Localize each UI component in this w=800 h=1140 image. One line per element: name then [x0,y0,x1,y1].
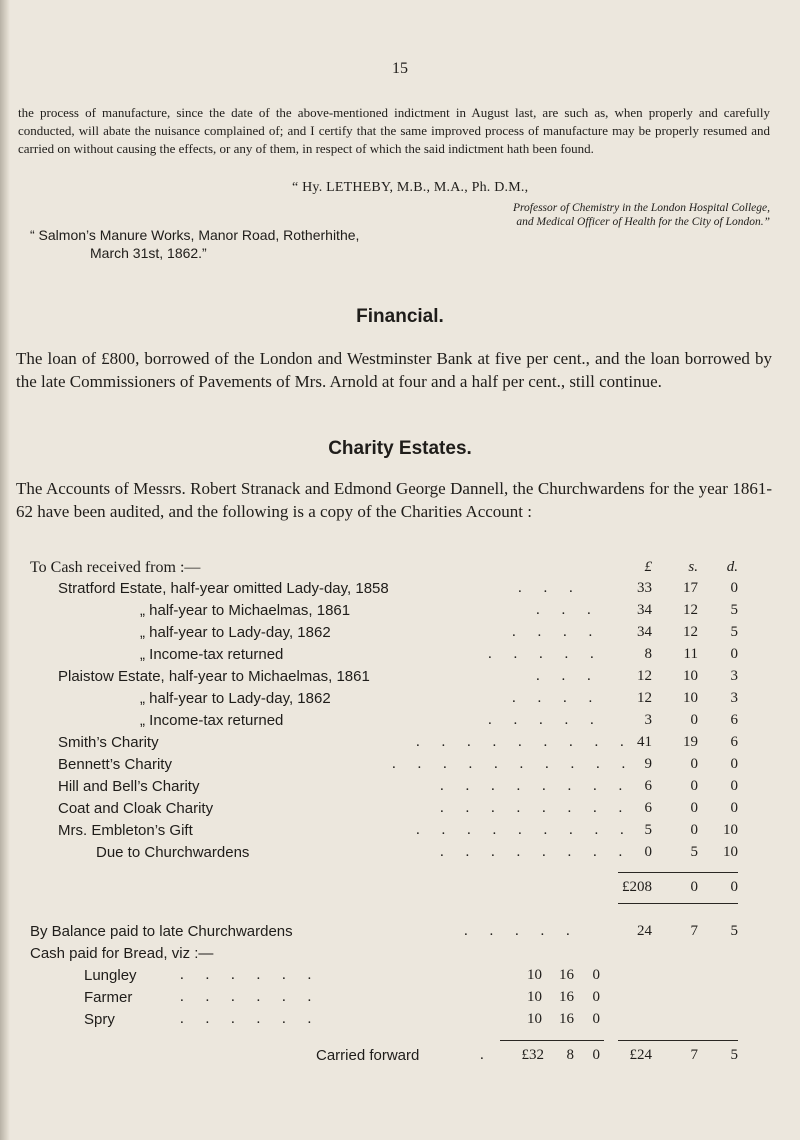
signature-title-line1: Professor of Chemistry in the London Hospital College, [512,202,770,214]
table-row [0,734,800,756]
pounds-value: 24 [637,923,652,939]
row-label: Hill and Bell’s Charity [58,778,200,795]
total-rule-top [618,872,738,873]
shillings-value: 7 [690,923,698,939]
carried-forward-row [0,1047,800,1069]
inner-shillings-value: 8 [566,1047,574,1063]
pounds-value: £24 [629,1047,652,1063]
col-header-pounds: £ [644,559,652,575]
pence-value: 6 [730,734,738,750]
leader-dots: . . . . . . . . [440,844,632,860]
bread-label-row [0,945,800,967]
pence-value: 5 [730,1047,738,1063]
row-label: Lungley [84,967,137,984]
page-number: 15 [392,60,408,77]
leader-dots: . . . . . . . . . [416,822,633,838]
charity-heading: Charity Estates. [328,438,472,459]
leader-dots: . . . [518,580,582,596]
table-row [0,756,800,778]
leader-dots: . . . [536,668,600,684]
shillings-value: 12 [683,602,698,618]
shillings-value: 10 [683,690,698,706]
account-header-label: To Cash received from :— [30,559,201,576]
receipts-total-row [0,879,800,901]
leader-dots: . . . . [512,690,602,706]
pence-value: 0 [730,800,738,816]
pounds-value: 9 [644,756,652,772]
inner-shillings-value: 16 [559,1011,574,1027]
inner-pence-value: 0 [592,1047,600,1063]
table-row [0,624,800,646]
shillings-value: 7 [690,1047,698,1063]
total-rule-bottom [618,903,738,904]
pounds-value: 12 [637,668,652,684]
row-label: Coat and Cloak Charity [58,800,214,817]
row-label: Spry [84,1011,115,1028]
row-label: „ Income-tax returned [140,646,284,663]
inner-pounds-value: 10 [527,1011,542,1027]
leader-dots: . . . . . . . . [440,800,632,816]
financial-paragraph: The loan of £800, borrowed of the London and Westminster Bank at five per cent., and the loan borrowed by the late Commissioners of Pavements of Mrs. Arnold at four and a half per cent., still continue. [16,349,772,391]
pence-value: 0 [730,646,738,662]
leader-dots: . . . . . . [180,989,321,1005]
row-label: By Balance paid to late Churchwardens [30,923,293,940]
pounds-value: 3 [644,712,652,728]
shillings-value: 17 [683,580,698,596]
pounds-value: 34 [637,624,652,640]
pounds-value: 12 [637,690,652,706]
table-row [0,778,800,800]
pence-value: 10 [723,844,738,860]
pounds-value: 5 [644,822,652,838]
row-label: „ half-year to Lady-day, 1862 [140,624,331,641]
shillings-value: 0 [690,822,698,838]
shillings-value: 0 [690,756,698,772]
inner-pounds-value: 10 [527,967,542,983]
table-row [0,668,800,690]
leader-dots: . . . [536,602,600,618]
leader-dots: . . . . . . [180,1011,321,1027]
shillings-value: 5 [690,844,698,860]
outer-rule [618,1040,738,1041]
table-row [0,580,800,602]
shillings-value: 0 [690,778,698,794]
signature-place-line1: “ Salmon’s Manure Works, Manor Road, Rotherhithe, [30,227,360,243]
inner-pence-value: 0 [592,967,600,983]
pence-value: 5 [730,602,738,618]
table-row [0,646,800,668]
pounds-value: 34 [637,602,652,618]
table-row [0,923,800,945]
row-label: Smith’s Charity [58,734,159,751]
inner-pounds-value: 10 [527,989,542,1005]
pence-value: 0 [730,756,738,772]
signature-title [300,201,770,229]
pence-value: 10 [723,822,738,838]
leader-dots: . . . . . . . . [440,778,632,794]
leader-dots: . . . . [512,624,602,640]
col-header-pence: d. [726,559,738,575]
pence-value: 5 [730,624,738,640]
inner-rule [500,1040,604,1041]
inner-shillings-value: 16 [559,967,574,983]
signature-date: March 31st, 1862.” [90,245,207,261]
shillings-value: 0 [690,800,698,816]
table-row [0,989,800,1011]
inner-pence-value: 0 [592,989,600,1005]
pounds-value: 6 [644,800,652,816]
intro-paragraph: the process of manufacture, since the date of the above-mentioned indictment in August last, are such as, when properly and carefully conducted, will abate the nuisance complained of; and I certify that the same improved process of manufacture may be properly resumed and carried on without causing the effects, or any of them, in respect of which the said indictment hath been found. [18,105,770,156]
leader-dots: . . . . . [488,712,603,728]
pounds-value: 33 [637,580,652,596]
inner-pence-value: 0 [592,1011,600,1027]
shillings-value: 0 [690,712,698,728]
inner-shillings-value: 16 [559,989,574,1005]
total-pounds: £208 [622,879,652,895]
table-row [0,1011,800,1033]
pounds-value: 8 [644,646,652,662]
row-label: Carried forward [316,1047,420,1064]
row-label: Mrs. Embleton’s Gift [58,822,193,839]
pence-value: 3 [730,668,738,684]
signature-name: “ Hy. LETHEBY, M.B., M.A., Ph. D.M., [292,180,529,195]
total-shillings: 0 [690,879,698,895]
table-row [0,967,800,989]
row-label: Farmer [84,989,133,1006]
row-label: Due to Churchwardens [96,844,250,861]
account-header-row [0,559,800,581]
row-label: Stratford Estate, half-year omitted Lady-day, 1858 [58,580,389,597]
pence-value: 3 [730,690,738,706]
row-label: „ half-year to Michaelmas, 1861 [140,602,351,619]
pounds-value: 41 [637,734,652,750]
signature-title-line2: and Medical Officer of Health for the City of London.” [516,216,770,228]
shillings-value: 11 [683,646,698,662]
shillings-value: 10 [683,668,698,684]
col-header-shillings: s. [688,559,698,575]
leader-dots: . [480,1047,493,1063]
row-label: Bennett’s Charity [58,756,172,773]
signature-place [30,226,360,262]
row-label: „ half-year to Lady-day, 1862 [140,690,331,707]
shillings-value: 12 [683,624,698,640]
pence-value: 6 [730,712,738,728]
table-row [0,822,800,844]
pence-value: 0 [730,580,738,596]
pounds-value: 0 [644,844,652,860]
row-label: Cash paid for Bread, viz :— [30,945,214,962]
shillings-value: 19 [683,734,698,750]
charity-paragraph: The Accounts of Messrs. Robert Stranack and Edmond George Dannell, the Churchwardens for the year 1861-62 have been audited, and the following is a copy of the Charities Account : [16,479,772,521]
table-row [0,800,800,822]
row-label: „ Income-tax returned [140,712,284,729]
leader-dots: . . . . . . [180,967,321,983]
inner-pounds-value: £32 [521,1047,544,1063]
leader-dots: . . . . . [464,923,579,939]
pence-value: 5 [730,923,738,939]
table-row [0,602,800,624]
total-pence: 0 [730,879,738,895]
table-row [0,690,800,712]
leader-dots: . . . . . . . . . [416,734,633,750]
financial-heading: Financial. [356,306,444,327]
table-row [0,844,800,866]
leader-dots: . . . . . . . . . . [392,756,635,772]
table-row [0,712,800,734]
row-label: Plaistow Estate, half-year to Michaelmas, 1861 [58,668,370,685]
pence-value: 0 [730,778,738,794]
pounds-value: 6 [644,778,652,794]
leader-dots: . . . . . [488,646,603,662]
